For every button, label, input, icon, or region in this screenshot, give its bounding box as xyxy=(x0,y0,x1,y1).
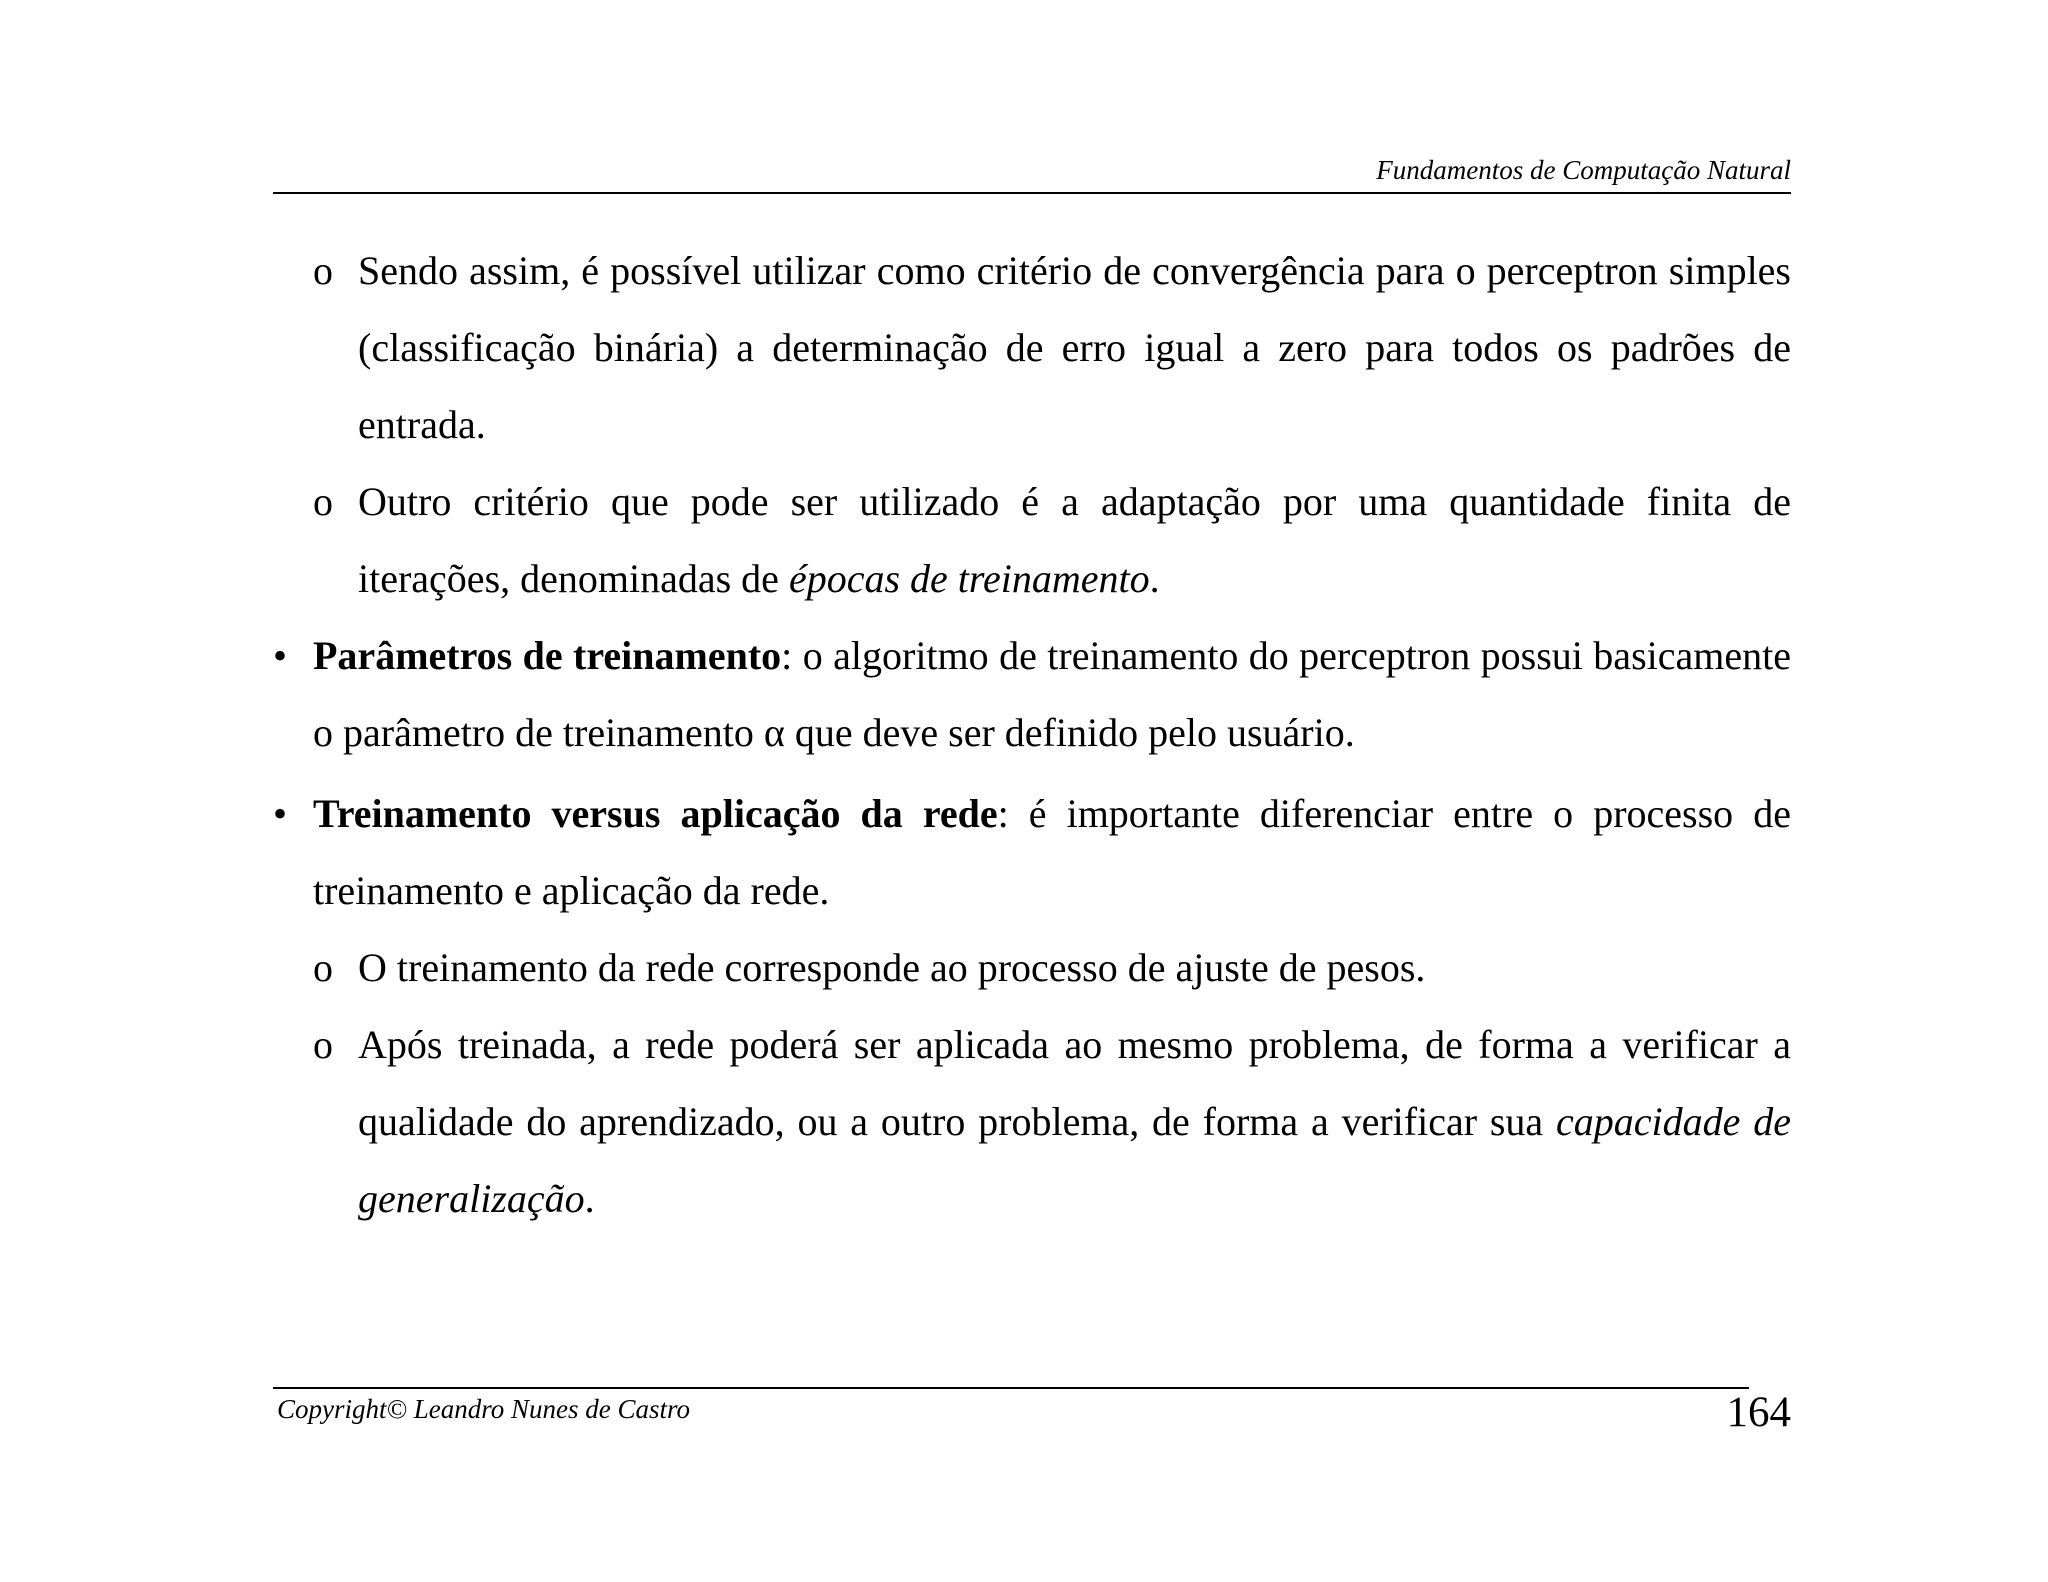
list-item xyxy=(273,775,1791,929)
circle-bullet-icon: o xyxy=(313,248,333,293)
item-emphasis: capacidade de generalização xyxy=(358,1099,1791,1221)
item-text: Sendo assim, é possível utilizar como critério de convergência para o perceptron simples (classificação binária) a determinação de erro igual a zero para todos os padrões de entrada. xyxy=(358,248,1791,447)
item-text: Outro critério que pode ser utilizado é a adaptação por uma quantidade finita de iterações, denominadas de xyxy=(358,479,1791,601)
list-item xyxy=(273,617,1791,771)
bullet-icon: • xyxy=(273,633,288,678)
item-emphasis: épocas de treinamento xyxy=(788,556,1150,601)
circle-bullet-icon: o xyxy=(313,945,333,990)
list-item xyxy=(273,463,1791,617)
running-header: Fundamentos de Computação Natural xyxy=(1376,155,1791,185)
footer-divider xyxy=(273,1387,1749,1389)
item-text: : o algoritmo de treinamento do perceptron possui basicamente o parâmetro de treinamento α que deve ser definido pelo usuário. xyxy=(313,633,1791,755)
header-divider xyxy=(273,192,1791,194)
page-body xyxy=(273,232,1791,1237)
bullet-icon: • xyxy=(273,791,288,836)
list-item xyxy=(273,929,1791,1006)
copyright-notice: Copyright© Leandro Nunes de Castro xyxy=(277,1394,691,1424)
item-text: : é importante diferenciar entre o processo de treinamento e aplicação da rede. xyxy=(313,791,1791,913)
item-text: O treinamento da rede corresponde ao processo de ajuste de pesos. xyxy=(358,945,1426,990)
item-text-end: . xyxy=(1149,556,1160,601)
circle-bullet-icon: o xyxy=(313,479,333,524)
list-item xyxy=(273,1006,1791,1237)
page-number: 164 xyxy=(1726,1389,1791,1436)
item-heading: Treinamento versus aplicação da rede xyxy=(313,791,998,836)
item-text-end: . xyxy=(584,1176,595,1221)
list-item xyxy=(273,232,1791,463)
item-heading: Parâmetros de treinamento xyxy=(313,633,782,678)
circle-bullet-icon: o xyxy=(313,1022,333,1067)
item-text: Após treinada, a rede poderá ser aplicada ao mesmo problema, de forma a verificar a qualidade do aprendizado, ou a outro problema, de forma a verificar sua xyxy=(358,1022,1791,1144)
